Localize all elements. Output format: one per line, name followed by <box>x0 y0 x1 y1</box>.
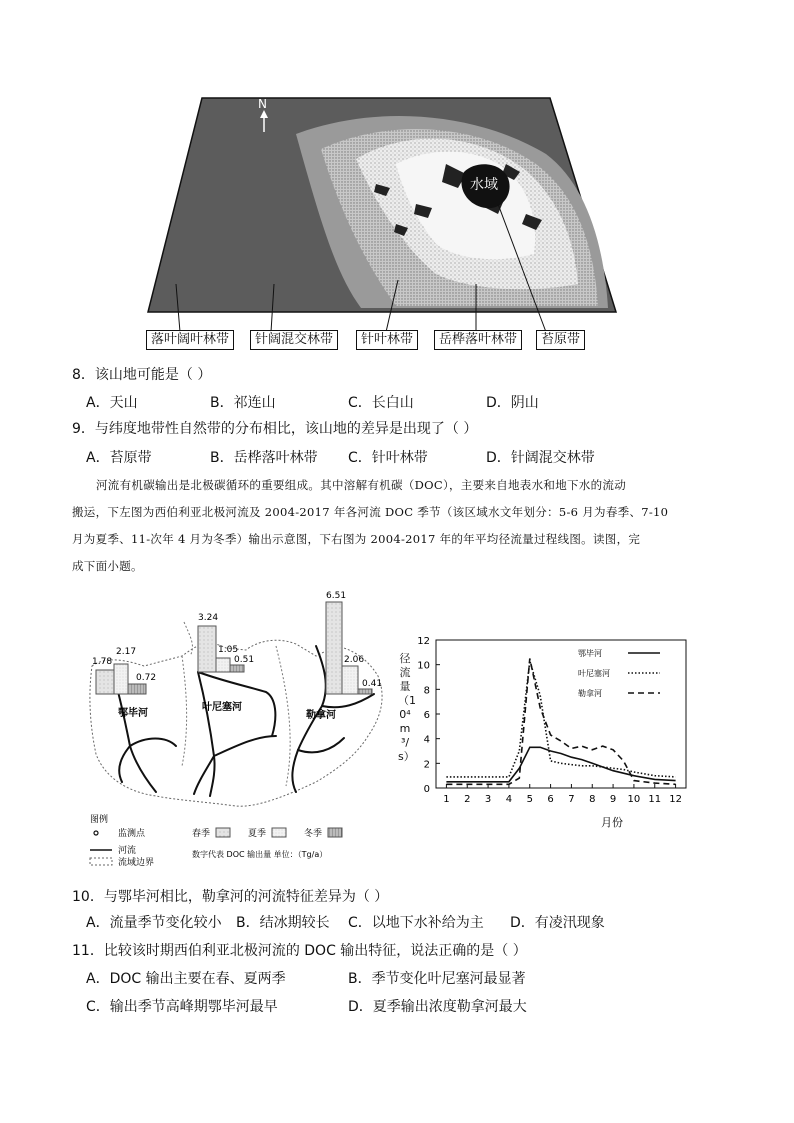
question-8-stem: 8．该山地可能是（ ） <box>72 367 212 383</box>
x-axis-label: 月份 <box>601 816 623 829</box>
q9-option-d[interactable]: D．针阔混交林带 <box>486 450 595 466</box>
ob-river-label: 鄂毕河 <box>118 708 148 719</box>
yenisei-summer-value: 1.05 <box>218 645 239 655</box>
x-tick-label: 12 <box>669 794 682 805</box>
series-line-1 <box>446 747 675 782</box>
q8-option-b[interactable]: B．祁连山 <box>210 395 276 411</box>
yenisei-winter-value: 0.51 <box>234 655 255 665</box>
x-tick-label: 1 <box>443 794 450 805</box>
y-axis-label: 径流量（10⁴m³/s） <box>398 652 416 763</box>
question-11-stem: 11．比较该时期西伯利亚北极河流的 DOC 输出特征，说法正确的是（ ） <box>72 943 527 959</box>
y-tick-label: 10 <box>417 660 430 672</box>
x-tick-label: 11 <box>648 794 662 805</box>
ob-summer-value: 2.17 <box>116 647 137 657</box>
passage-line-4: 成下面小题。 <box>72 559 143 573</box>
legend-summer: 夏季 <box>248 829 267 839</box>
lena-summer-value: 2.06 <box>344 655 365 665</box>
siberia-river-map <box>86 586 398 866</box>
q9-option-c[interactable]: C．针叶林带 <box>348 450 428 466</box>
x-tick-label: 2 <box>464 794 471 805</box>
zone-label-coniferous: 针叶林带 <box>356 330 418 350</box>
mountain-terrain-image <box>146 94 622 356</box>
x-tick-label: 9 <box>609 794 617 805</box>
yenisei-river-label: 叶尼塞河 <box>202 702 242 713</box>
zone-label-birch: 岳桦落叶林带 <box>434 330 522 350</box>
passage-line-3: 月为夏季、11-次年 4 月为冬季）输出示意图，下右图为 2004-2017 年的年平均径流量过程线图。读图，完 <box>72 532 641 546</box>
q10-option-b[interactable]: B．结冰期较长 <box>236 915 330 931</box>
legend-note: 数字代表 DOC 输出量 单位：（Tg/a） <box>192 850 328 859</box>
q11-option-b[interactable]: B．季节变化叶尼塞河最显著 <box>348 971 526 987</box>
reading-passage <box>72 472 728 580</box>
legend-winter: 冬季 <box>304 829 323 839</box>
q8-option-d[interactable]: D．阴山 <box>486 395 539 411</box>
x-tick-label: 5 <box>526 794 533 805</box>
zone-label-deciduous: 落叶阔叶林带 <box>146 330 234 350</box>
mountain-vegetation-diagram <box>146 94 622 356</box>
q8-option-a[interactable]: A．天山 <box>86 395 138 411</box>
x-tick-label: 4 <box>505 794 513 805</box>
q11-option-d[interactable]: D．夏季输出浓度勒拿河最大 <box>348 999 527 1015</box>
y-tick-label: 12 <box>417 636 430 647</box>
series-line-2 <box>446 661 675 777</box>
x-tick-label: 6 <box>547 794 554 805</box>
y-tick-label: 2 <box>423 759 430 771</box>
x-tick-label: 7 <box>568 794 575 805</box>
y-tick-label: 8 <box>423 685 430 697</box>
legend-spring: 春季 <box>192 829 211 839</box>
q11-option-c[interactable]: C．输出季节高峰期鄂毕河最早 <box>86 999 278 1015</box>
water-label: 水域 <box>470 177 498 193</box>
passage-line-1: 河流有机碳输出是北极碳循环的重要组成。其中溶解有机碳（DOC），主要来自地表水和地下水的流动 <box>96 478 626 492</box>
lena-winter-value: 0.41 <box>362 679 383 689</box>
q8-option-c[interactable]: C．长白山 <box>348 395 414 411</box>
ob-winter-value: 0.72 <box>136 673 157 683</box>
plot-frame <box>436 640 686 788</box>
legend-ob: 鄂毕河 <box>578 649 602 658</box>
y-tick-label: 4 <box>423 734 430 746</box>
legend-station: 监测点 <box>118 829 146 839</box>
legend-lena: 勒拿河 <box>578 689 602 698</box>
yenisei-spring-value: 3.24 <box>198 613 219 623</box>
legend-river: 河流 <box>118 846 137 856</box>
lena-river-label: 勒拿河 <box>306 710 336 721</box>
q10-option-d[interactable]: D．有凌汛现象 <box>510 915 605 931</box>
chart-legend <box>578 648 660 698</box>
passage-line-2: 搬运，下左图为西伯利亚北极河流及 2004-2017 年各河流 DOC 季节（该区域水文年划分：5-6 月为春季、7-10 <box>72 505 669 519</box>
q10-option-c[interactable]: C．以地下水补给为主 <box>348 915 484 931</box>
y-tick-label: 0 <box>423 784 430 795</box>
x-tick-label: 10 <box>627 794 641 805</box>
zone-label-mixed: 针阔混交林带 <box>250 330 338 350</box>
question-10-stem: 10．与鄂毕河相比，勒拿河的河流特征差异为（ ） <box>72 889 389 905</box>
north-label: N <box>258 97 267 111</box>
station-marker-icon <box>94 831 98 835</box>
x-tick-label: 8 <box>589 794 596 805</box>
q9-option-a[interactable]: A．苔原带 <box>86 450 152 466</box>
q9-option-b[interactable]: B．岳桦落叶林带 <box>210 450 318 466</box>
ob-spring-value: 1.78 <box>92 657 113 667</box>
legend-yenisei: 叶尼塞河 <box>578 669 610 678</box>
runoff-line-chart <box>396 630 696 830</box>
runoff-chart <box>396 630 696 830</box>
y-tick-label: 6 <box>423 710 430 721</box>
river-basin-map <box>86 586 398 866</box>
question-9-stem: 9．与纬度地带性自然带的分布相比，该山地的差异是出现了（ ） <box>72 421 478 437</box>
legend-boundary: 流域边界 <box>118 858 155 866</box>
q10-option-a[interactable]: A．流量季节变化较小 <box>86 915 222 931</box>
q11-option-a[interactable]: A．DOC 输出主要在春、夏两季 <box>86 971 286 987</box>
lena-spring-value: 6.51 <box>326 591 347 601</box>
series-line-3 <box>446 659 675 785</box>
legend-title: 图例 <box>90 815 109 825</box>
x-tick-label: 3 <box>484 794 492 805</box>
zone-label-tundra: 苔原带 <box>536 330 585 350</box>
